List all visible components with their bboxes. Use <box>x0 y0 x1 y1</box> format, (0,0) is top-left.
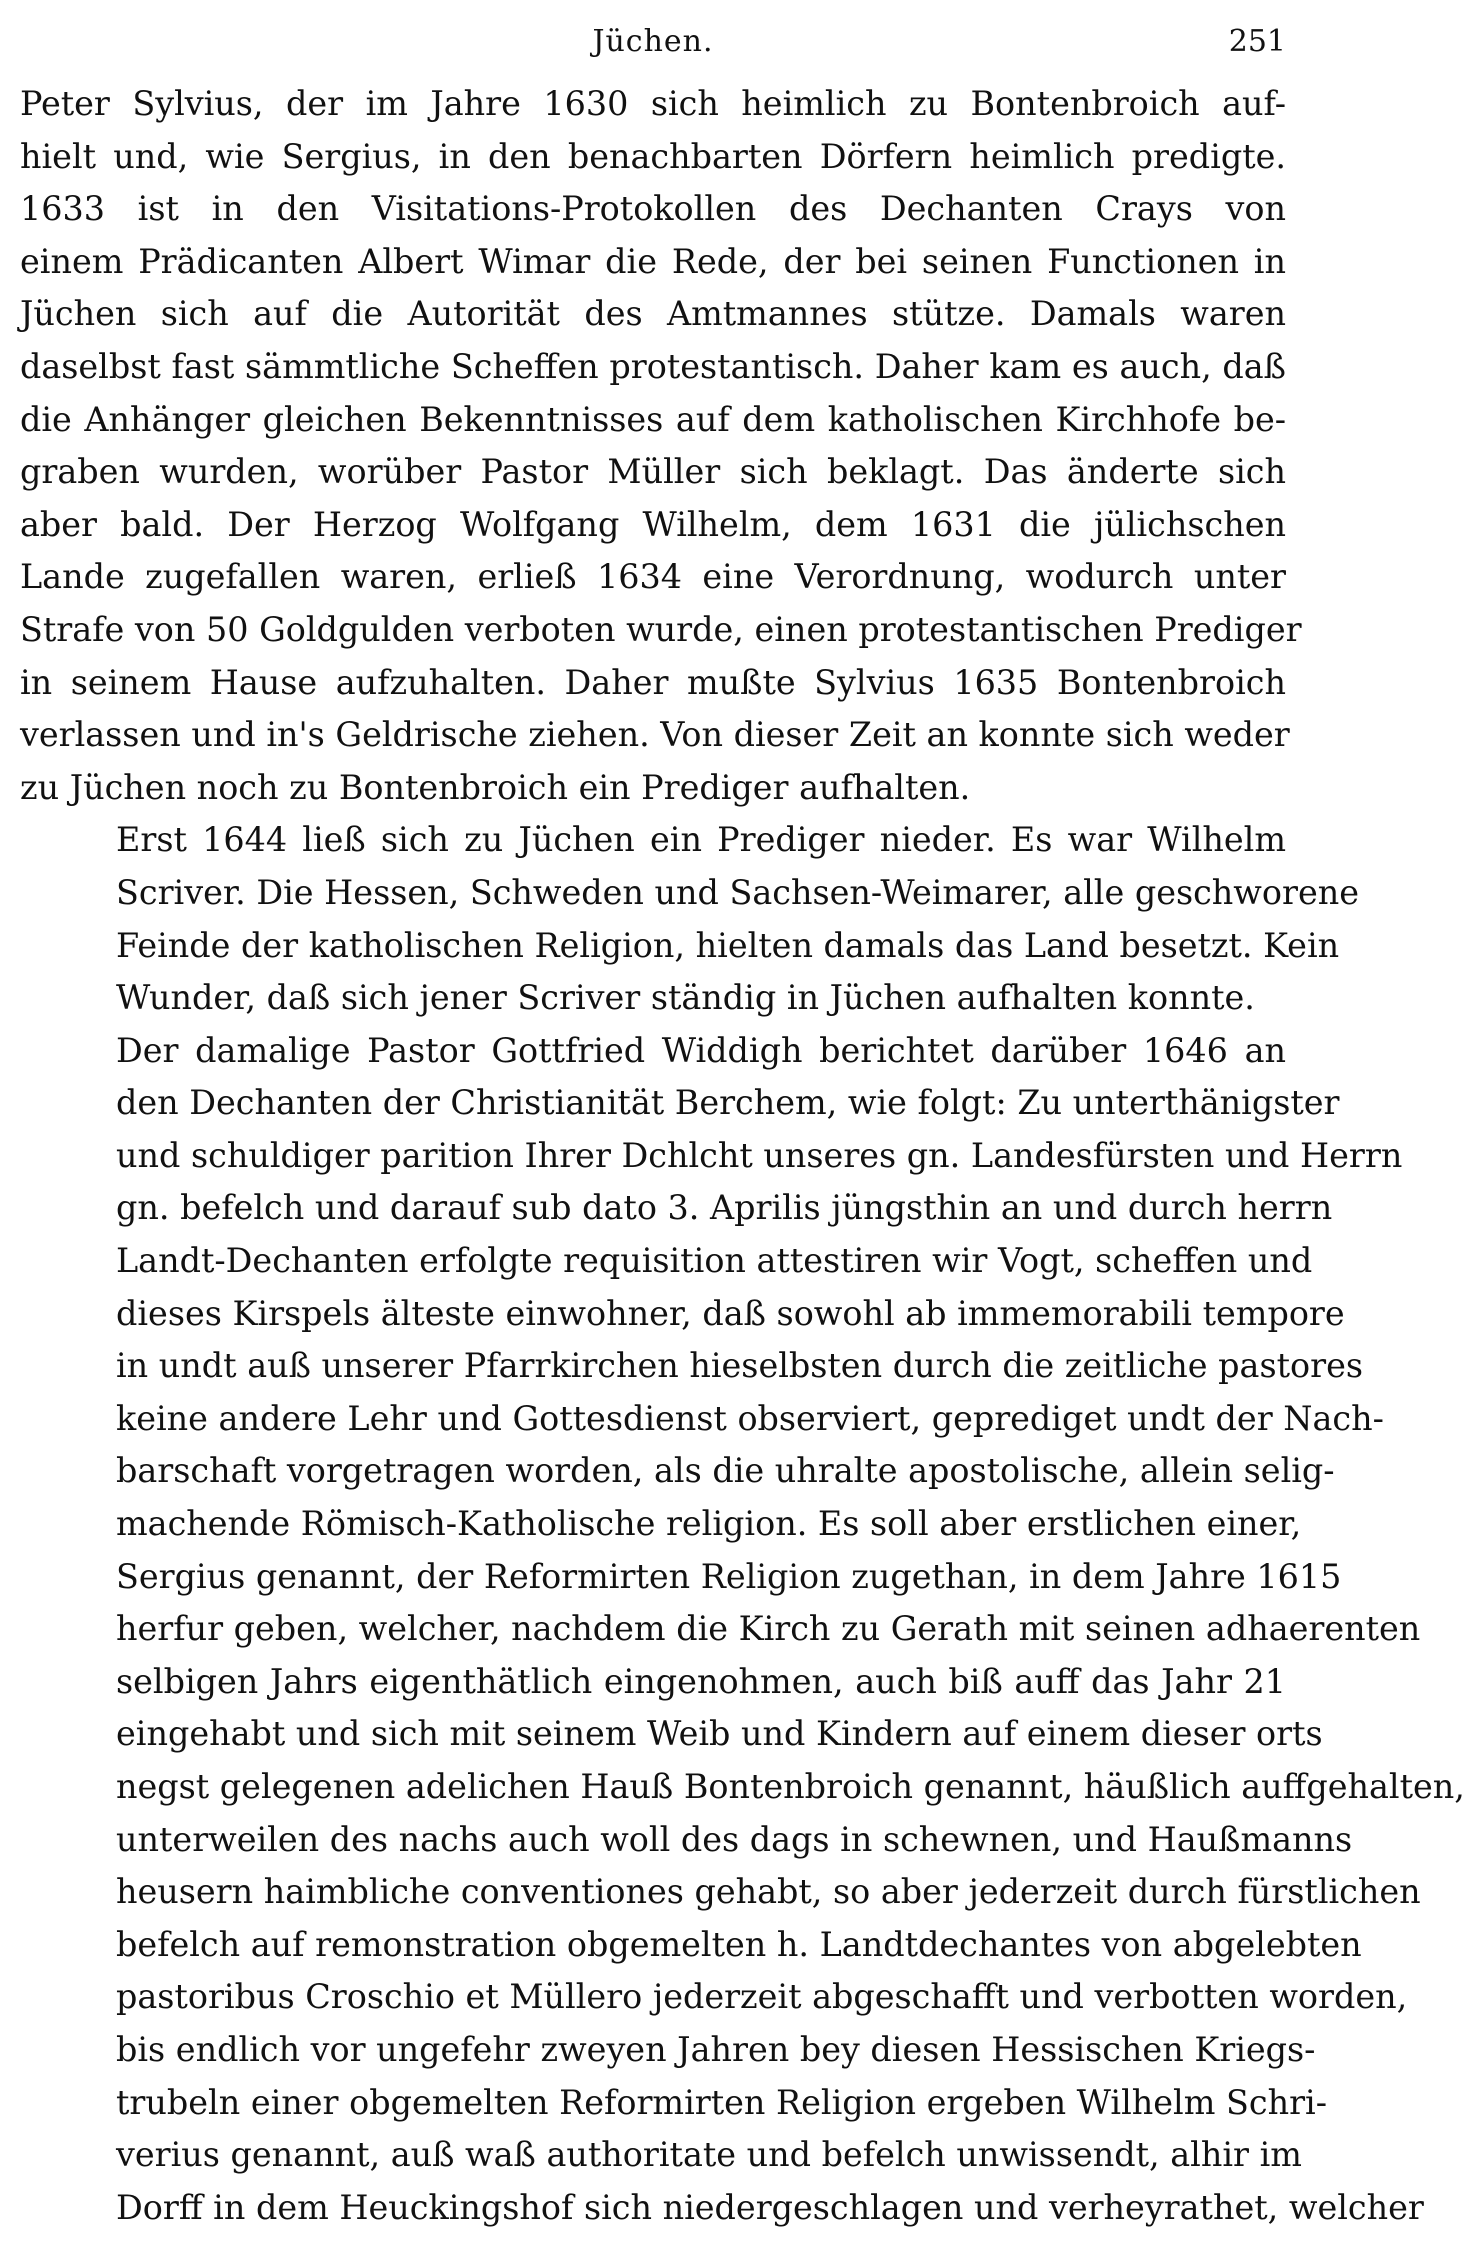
text-line: Feinde der katholischen Religion, hielten damals das Land besetzt. Kein <box>116 925 1340 965</box>
text-line: Scriver. Die Hessen, Schweden und Sachsen-Weimarer, alle geschworene <box>116 872 1359 912</box>
paragraph <box>20 78 1302 814</box>
text-line: eingehabt und sich mit seinem Weib und Kindern auf einem dieser orts <box>116 1714 1323 1754</box>
text-line: 1633 ist in den Visitations-Protokollen des Dechanten Crays von <box>20 189 1286 229</box>
text-line: in seinem Hause aufzuhalten. Daher mußte Sylvius 1635 Bontenbroich <box>20 662 1286 702</box>
text-line: unterweilen des nachs auch woll des dags in schewnen, und Haußmanns <box>116 1819 1353 1859</box>
text-line: in undt auß unserer Pfarrkirchen hieselbsten durch die zeitliche pastores <box>116 1346 1363 1386</box>
text-line: Strafe von 50 Goldgulden verboten wurde, einen protestantischen Prediger <box>20 609 1302 649</box>
text-line: zu Jüchen noch zu Bontenbroich ein Prediger aufhalten. <box>20 767 971 807</box>
text-line: einem Prädicanten Albert Wimar die Rede, der bei seinen Functionen in <box>20 241 1286 281</box>
text-line: selbigen Jahrs eigenthätlich eingenohmen, auch biß auff das Jahr 21 <box>116 1661 1286 1701</box>
text-line: dieses Kirspels älteste einwohner, daß sowohl ab immemorabili tempore <box>116 1293 1345 1333</box>
running-title: Jüchen. <box>592 24 714 59</box>
text-line: hielt und, wie Sergius, in den benachbarten Dörfern heimlich predigte. <box>20 136 1286 176</box>
text-line: verius genannt, auß waß authoritate und befelch unwissendt, alhir im <box>116 2135 1302 2175</box>
text-line: heusern haimbliche conventiones gehabt, so aber jederzeit durch fürstlichen <box>116 1872 1421 1912</box>
paragraph <box>20 814 1359 1024</box>
text-line: machende Römisch-Katholische religion. Es soll aber erstlichen einer, <box>116 1504 1302 1544</box>
text-line: Jüchen sich auf die Autorität des Amtmannes stütze. Damals waren <box>20 294 1286 334</box>
text-line: pastoribus Croschio et Müllero jederzeit abgeschafft und verbotten worden, <box>116 1977 1408 2017</box>
text-line: keine andere Lehr und Gottesdienst observiert, geprediget undt der Nach- <box>116 1398 1384 1438</box>
text-line: Peter Sylvius, der im Jahre 1630 sich heimlich zu Bontenbroich auf- <box>20 84 1286 123</box>
text-line: barschaft vorgetragen worden, als die uhralte apostolische, allein selig- <box>116 1451 1335 1491</box>
text-line: daselbst fast sämmtliche Scheffen protestantisch. Daher kam es auch, daß <box>20 346 1286 386</box>
text-line: herfur geben, welcher, nachdem die Kirch zu Gerath mit seinen adhaerenten <box>116 1609 1421 1649</box>
text-line: Sergius genannt, der Reformirten Religion zugethan, in dem Jahre 1615 <box>116 1556 1342 1596</box>
running-header <box>20 24 1286 72</box>
text-line: trubeln einer obgemelten Reformirten Religion ergeben Wilhelm Schri- <box>116 2082 1327 2122</box>
text-line: den Dechanten der Christianität Berchem, wie folgt: Zu unterthänigster <box>116 1083 1340 1123</box>
text-line: Landt-Dechanten erfolgte requisition attestiren wir Vogt, scheffen und <box>116 1241 1313 1281</box>
text-line: und schuldiger parition Ihrer Dchlcht unseres gn. Landesfürsten und Herrn <box>116 1135 1403 1175</box>
text-line: bis endlich vor ungefehr zweyen Jahren bey diesen Hessischen Kriegs- <box>116 2029 1316 2069</box>
text-line: negst gelegenen adelichen Hauß Bontenbroich genannt, häußlich auffgehalten, <box>116 1767 1465 1806</box>
text-line: befelch auf remonstration obgemelten h. Landtdechantes von abgelebten <box>116 1924 1362 1964</box>
body-text <box>20 78 1465 2234</box>
paragraph <box>20 1025 1465 2235</box>
text-line: graben wurden, worüber Pastor Müller sich beklagt. Das änderte sich <box>20 452 1286 492</box>
text-line: Wunder, daß sich jener Scriver ständig in Jüchen aufhalten konnte. <box>116 978 1255 1018</box>
text-line: Lande zugefallen waren, erließ 1634 eine Verordnung, wodurch unter <box>20 557 1286 597</box>
text-line: verlassen und in's Geldrische ziehen. Von dieser Zeit an konnte sich weder <box>20 715 1290 755</box>
text-line: aber bald. Der Herzog Wolfgang Wilhelm, dem 1631 die jülichschen <box>20 504 1286 544</box>
text-line: Der damalige Pastor Gottfried Widdigh berichtet darüber 1646 an <box>116 1030 1286 1070</box>
text-line: Dorff in dem Heuckingshof sich niedergeschlagen und verheyrathet, welcher <box>116 2187 1424 2227</box>
text-line: Erst 1644 ließ sich zu Jüchen ein Prediger nieder. Es war Wilhelm <box>116 820 1286 860</box>
text-line: die Anhänger gleichen Bekenntnisses auf dem katholischen Kirchhofe be- <box>20 399 1286 439</box>
text-line: gn. befelch und darauf sub dato 3. Aprilis jüngsthin an und durch herrn <box>116 1188 1333 1228</box>
page-number: 251 <box>1228 24 1286 59</box>
